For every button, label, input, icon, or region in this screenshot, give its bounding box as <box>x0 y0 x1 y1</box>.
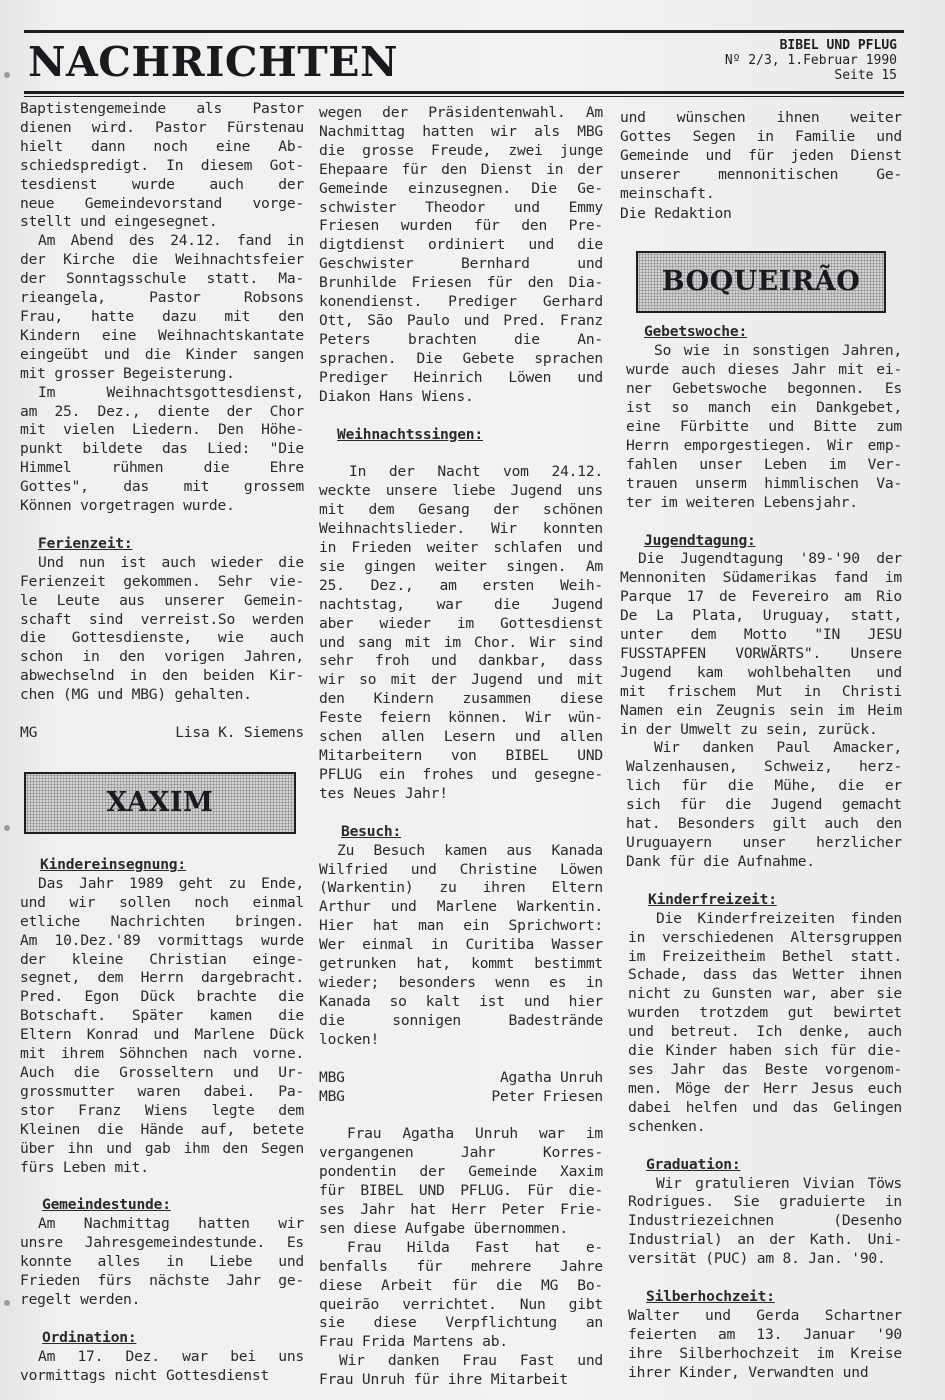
text-line: Frau Frida Martens ab. <box>319 1333 508 1351</box>
paragraph <box>20 384 304 516</box>
paragraph <box>628 910 902 1137</box>
text-line: ihre Silberhochzeit im Kreise <box>628 1344 902 1362</box>
text-line: locken! <box>319 1030 380 1048</box>
text-line: mit frischem Mut in Christi <box>620 682 902 700</box>
text-line: rieangela, Pastor Robsons <box>20 289 304 307</box>
text-line: eine Fürbitte und Bitte zum <box>626 417 902 435</box>
text-line: benfalls für mehrere Jahre <box>319 1257 603 1275</box>
paragraph <box>319 842 603 1050</box>
text-line: nachtstag, war die Jugend <box>319 595 603 613</box>
text-line: diese Arbeit für die MG Bo- <box>319 1276 603 1294</box>
text-line: Peters brachten die An- <box>319 330 603 348</box>
text-line: Am 17. Dez. war bei uns <box>38 1347 304 1365</box>
text-line: Weihnachtslieder. Wir konnten <box>319 520 603 538</box>
paragraph <box>626 342 902 512</box>
text-line: wurde auch dieses Jahr mit ei- <box>626 361 902 379</box>
text-line: Frau Hilda Fast hat e- <box>347 1238 603 1256</box>
text-line: Ehepaare für den Dienst in der <box>319 160 603 178</box>
text-line: Am Nachmittag hatten wir <box>38 1215 304 1233</box>
paragraph <box>20 100 304 232</box>
text-line: sehr froh und dankbar, dass <box>319 652 603 670</box>
text-line: sen diese Aufgabe übernommen. <box>319 1219 568 1237</box>
text-line: ner Gebetswoche begonnen. Es <box>626 380 902 398</box>
text-line: Himmel rühmen die Ehre <box>20 459 304 477</box>
text-line: Am Abend des 24.12. fand in <box>38 232 304 250</box>
text-line: mit vielen Liedern. Den Höhe- <box>20 421 304 439</box>
text-line: Wir danken Frau Fast und <box>339 1352 603 1370</box>
text-line: aber wieder im Gottesdienst <box>319 614 603 632</box>
text-line: Pred. Egon Dück brachte die <box>20 988 304 1006</box>
text-line: abwechselnd in den beiden Kir- <box>20 667 304 685</box>
heading-silberhochzeit: Silberhochzeit: <box>646 1288 775 1306</box>
heading-weihnachtssingen: Weihnachtssingen: <box>337 425 483 443</box>
text-line: Gemeinde einzusegnen. Die Ge- <box>319 179 603 197</box>
text-line: Friesen wurden für den Pre- <box>319 217 603 235</box>
text-line: Feste feiern können. Wir wün- <box>319 709 603 727</box>
text-line: sie gingen weiter singen. Am <box>319 557 603 575</box>
signature-author: Agatha Unruh <box>499 1068 603 1086</box>
signature-line <box>319 1088 603 1107</box>
text-line: dabei helfen und das Gelingen <box>628 1098 902 1116</box>
text-line: ses Jahr hat Herr Peter Frie- <box>319 1201 603 1219</box>
section-box-xaxim <box>24 772 296 834</box>
text-line: Auch die Grosseltern und Ur- <box>20 1063 304 1081</box>
text-line: weckte unsere liebe Jugend uns <box>319 482 603 500</box>
heading-ferienzeit: Ferienzeit: <box>38 534 133 552</box>
text-line: tesdienst wurde auch der <box>20 175 304 193</box>
text-line: Mitarbeitern von BIBEL UND <box>319 747 603 764</box>
text-line: Kindern eine Weihnachtskantate <box>20 326 304 344</box>
heading-graduation: Graduation: <box>646 1155 741 1173</box>
text-line: im Freizeitheim Bethel statt. <box>628 947 902 965</box>
paragraph <box>20 554 304 705</box>
text-line: schen allen Lesern und allen <box>319 728 603 746</box>
heading-kinderfreizeit: Kinderfreizeit: <box>648 890 777 908</box>
text-line: lich für die Mühe, die er <box>626 777 902 795</box>
text-line: getrunken hat, kommt bestimmt <box>319 955 603 973</box>
text-line: der Kirche die Weihnachtsfeier <box>20 251 304 269</box>
text-line: fürs Leben mit. <box>20 1158 149 1176</box>
text-line: wegen der Präsidentenwahl. Am <box>319 104 603 121</box>
text-line: neue Gemeindevorstand vorge- <box>20 194 304 212</box>
text-line: digtdienst ordiniert und die <box>319 236 603 254</box>
text-line: die sonnigen Badestrände <box>319 1011 603 1029</box>
text-line: segnet, dem Herrn dargebracht. <box>20 969 304 987</box>
text-line: Frieden fürs nächste Jahr ge- <box>20 1272 304 1290</box>
text-line: etliche Nachrichten bringen. <box>20 912 304 930</box>
text-line: Wir gratulieren Vivian Töws <box>656 1174 902 1192</box>
text-line: nicht zu Gunsten war, aber sie <box>628 985 902 1003</box>
text-line: sie diese Verpflichtung an <box>319 1314 603 1332</box>
text-line: und wir sollen noch einmal <box>20 893 304 911</box>
masthead-rule-thin <box>24 96 904 97</box>
text-line: in Frieden weiter schlafen und <box>319 539 603 557</box>
text-line: Wer einmal in Curitiba Wasser <box>319 936 603 954</box>
text-line: ist so manch ein Dankgebet, <box>626 399 902 417</box>
text-line: Jugend kam wohlbehalten und <box>620 663 902 681</box>
page-number: Seite 15 <box>834 68 897 83</box>
text-line: Kleinen die Hände auf, betete <box>20 1120 304 1138</box>
text-line: versität (PUC) am 8. Jan. '90. <box>628 1250 886 1268</box>
text-line: In der Nacht vom 24.12. <box>349 463 603 481</box>
text-line: Herrn emporgestiegen. Wir emp- <box>626 436 902 454</box>
text-line: 25. Dez., am ersten Weih- <box>319 576 603 594</box>
column-1 <box>20 100 304 1386</box>
text-line: Gottes Segen in Familie und <box>620 127 902 145</box>
text-line: pondentin der Gemeinde Xaxim <box>319 1163 603 1181</box>
text-line: in verschiedenen Altersgruppen <box>628 928 902 946</box>
text-line: Diakon Hans Wiens. <box>319 387 474 405</box>
text-line: Können vorgetragen wurde. <box>20 497 235 515</box>
text-line: Namen ein Zeugnis sein im Heim <box>620 701 902 719</box>
paragraph <box>319 1239 603 1352</box>
text-line: Und nun ist auch wieder die <box>38 553 304 571</box>
text-line: Geschwister Bernhard und <box>319 255 603 273</box>
heading-gebetswoche: Gebetswoche: <box>644 323 748 341</box>
text-line: über ihn und gab ihm den Segen <box>20 1139 304 1157</box>
text-line: mit ihrem Söhnchen nach vorne. <box>20 1045 304 1063</box>
text-line: chen (MG und MBG) gehalten. <box>20 686 252 704</box>
text-line: hat. Besonders gilt auch den <box>626 815 902 833</box>
text-line: mit grosser Begeisterung. <box>20 364 235 382</box>
text-line: Parque 17 de Fevereiro am Rio <box>620 588 902 606</box>
text-line: Botschaft. Später kamen die <box>20 1007 304 1025</box>
text-line: die Gottesdienste, wie auch <box>20 629 304 647</box>
text-line: schenken. <box>628 1117 706 1135</box>
text-line: tes Neues Jahr! <box>319 784 448 802</box>
text-line: Baptistengemeinde als Pastor <box>20 100 304 117</box>
section-box-boqueirao <box>636 251 886 313</box>
text-line: Frau Unruh für ihre Mitarbeit <box>319 1371 568 1389</box>
text-line: stellt und eingesegnet. <box>20 213 218 231</box>
punch-hole <box>4 825 10 831</box>
text-line: Im Weihnachtsgottesdienst, <box>38 383 304 401</box>
text-line: Uruguayern unser herzlicher <box>626 834 902 851</box>
text-line: Das Jahr 1989 geht zu Ende, <box>38 874 304 892</box>
text-line: der Sonntagsschule statt. Ma- <box>20 270 304 288</box>
text-line: (Warkentin) zu ihren Eltern <box>319 879 603 897</box>
column-2 <box>319 104 603 1390</box>
paragraph <box>20 232 304 383</box>
paragraph <box>628 1175 902 1270</box>
text-line: vergangenen Jahr Korres- <box>319 1144 603 1162</box>
text-line: sprachen. Die Gebete sprachen <box>319 349 603 367</box>
paragraph <box>620 109 902 204</box>
text-line: Am 10.Dez.'89 vormittags wurde <box>20 931 304 949</box>
text-line: sich für die Jugend gemacht <box>626 796 902 814</box>
text-line: De La Plata, Uruguay, statt, <box>620 607 902 625</box>
text-line: und sang mit im Chor. Wir sind <box>319 633 603 651</box>
paragraph <box>319 463 603 803</box>
text-line: Frau, hatte dazu mit den <box>20 307 304 325</box>
text-line: eingeübt und die Kinder sangen <box>20 345 304 363</box>
text-line: und wünschen ihnen weiter <box>620 109 902 126</box>
text-line: unsre Jahresgemeindestunde. Es <box>20 1234 304 1252</box>
text-line: men. Möge der Herr Jesus euch <box>628 1079 902 1097</box>
text-line: Industrial) an der Kath. Uni- <box>628 1231 902 1249</box>
text-line: le Leute aus unserer Gemein- <box>20 591 304 609</box>
heading-gemeindestunde: Gemeindestunde: <box>42 1196 171 1214</box>
text-line: Schade, dass das Wetter ihnen <box>628 966 902 984</box>
text-line: Mennoniten Südamerikas fand im <box>620 569 902 587</box>
text-line: mit dem Gesang der schönen <box>319 501 603 519</box>
heading-besuch: Besuch: <box>341 822 402 840</box>
text-line: Nachmittag hatten wir als MBG <box>319 122 603 140</box>
text-line: Zu Besuch kamen aus Kanada <box>337 841 603 859</box>
text-line: dienen wird. Pastor Fürstenau <box>20 118 304 136</box>
text-line: Wilfried und Christine Löwen <box>319 860 603 878</box>
text-line: schon in den vorigen Jahren, <box>20 648 304 666</box>
text-line: punkt bildete das Lied: "Die <box>20 440 304 458</box>
masthead-rule-top <box>24 30 904 33</box>
paragraph <box>626 739 902 871</box>
paragraph <box>319 104 603 407</box>
text-line: die grosse Freude, zwei junge <box>319 141 603 159</box>
text-line: unter dem Motto "IN JESU <box>620 626 902 644</box>
text-line: ses Jahr das Beste vorgenom- <box>628 1060 902 1078</box>
signature-author: Peter Friesen <box>491 1087 603 1105</box>
text-line: Ferienzeit gekommen. Sehr vie- <box>20 572 304 590</box>
paragraph <box>628 1307 902 1383</box>
text-line: in der Umwelt zu sein, zurück. <box>620 720 878 738</box>
text-line: Gottes", das mit grossem <box>20 478 304 496</box>
text-line: wurden trotzdem gut bewirtet <box>628 1004 902 1022</box>
paragraph <box>20 1215 304 1310</box>
section-box-title: XAXIM <box>106 786 214 818</box>
text-line: PFLUG ein frohes und gesegne- <box>319 765 603 783</box>
punch-hole <box>4 72 10 78</box>
text-line: hielt dann noch eine Ab- <box>20 137 304 155</box>
text-line: So wie in sonstigen Jahren, <box>654 342 902 360</box>
text-line: Die Jugendtagung '89-'90 der <box>638 550 902 568</box>
text-line: FUSSTAPFEN VORWÄRTS". Unsere <box>620 644 902 662</box>
text-line: und betreut. Ich denke, auch <box>628 1023 902 1041</box>
text-line: die Kinder haben sich für die- <box>628 1042 902 1060</box>
text-line: Dank für die Aufnahme. <box>626 852 815 870</box>
text-line: ter im weiteren Lebensjahr. <box>626 493 858 511</box>
signature-church: MBG <box>319 1087 345 1105</box>
text-line: ihrer Kinder, Verwandten und <box>628 1363 869 1381</box>
signature-author: Lisa K. Siemens <box>175 724 304 742</box>
heading-ordination: Ordination: <box>42 1328 137 1346</box>
publication-name: BIBEL UND PFLUG <box>779 38 897 53</box>
text-line: Gemeinde und für jeden Dienst <box>620 146 902 164</box>
paragraph <box>20 1348 304 1386</box>
text-line: schwister Theodor und Emmy <box>319 198 603 216</box>
text-line: Rodrigues. Sie graduierte in <box>628 1193 902 1211</box>
text-line: Hier hat man ein Sprichwort: <box>319 917 603 935</box>
column-3 <box>620 109 902 1383</box>
text-line: wir so mit der Jugend und mit <box>319 671 603 689</box>
text-line: wieder; besonders wenn es in <box>319 973 603 991</box>
text-line: schiedspredigt. In diesem Got- <box>20 156 304 174</box>
heading-kindereinsegnung: Kindereinsegnung: <box>40 856 186 873</box>
text-line: Wir danken Paul Amacker, <box>654 739 902 757</box>
text-line: Industriezeichnen (Desenho <box>628 1212 902 1230</box>
text-line: unserer mennonitischen Ge- <box>620 165 902 183</box>
masthead-info <box>725 38 897 83</box>
text-line: konendienst. Prediger Gerhard <box>319 293 603 311</box>
paragraph <box>620 550 902 739</box>
text-line: trauen unserm himmlischen Va- <box>626 474 902 492</box>
text-line: meinschaft. <box>620 184 715 202</box>
text-line: am 25. Dez., diente der Chor <box>20 402 304 420</box>
text-line: grossmutter waren dabei. Pa- <box>20 1082 304 1100</box>
heading-jugendtagung: Jugendtagung: <box>644 531 756 549</box>
text-line: Brunhilde Friesen für den Dia- <box>319 274 603 292</box>
text-line: Ott, São Paulo und Pred. Franz <box>319 311 603 329</box>
text-line: feierten am 13. Januar '90 <box>628 1325 902 1343</box>
text-line: Eltern Konrad und Marlene Dück <box>20 1026 304 1044</box>
text-line: Frau Agatha Unruh war im <box>347 1125 603 1143</box>
section-box-title: BOQUEIRÃO <box>661 265 861 297</box>
paragraph <box>319 1352 603 1390</box>
text-line: schaft sind verreist.So werden <box>20 610 304 628</box>
editor-signature: Die Redaktion <box>620 204 732 222</box>
text-line: stor Franz Wiens legte dem <box>20 1101 304 1119</box>
issue-number: Nº 2/3, 1.Februar 1990 <box>724 53 897 68</box>
masthead-rule-bottom <box>24 91 904 94</box>
text-line: für BIBEL UND PFLUG. Für die- <box>319 1182 603 1200</box>
text-line: Walzenhausen, Schweiz, herz- <box>626 758 902 776</box>
signature-line <box>319 1069 603 1088</box>
text-line: Walter und Gerda Schartner <box>628 1306 902 1324</box>
section-title: NACHRICHTEN <box>28 38 399 86</box>
text-line: konnte alles in Liebe und <box>20 1253 304 1271</box>
text-line: queirão verrichtet. Nun gibt <box>319 1295 603 1313</box>
text-line: Die Kinderfreizeiten finden <box>656 909 902 927</box>
text-line: regelt werden. <box>20 1290 141 1308</box>
text-line: den Kindern zusammen diese <box>319 690 603 708</box>
text-line: Kanada so kalt ist und hier <box>319 992 603 1010</box>
signature-church: MG <box>20 724 38 742</box>
signature-church: MBG <box>319 1068 345 1086</box>
text-line: Arthur und Marlene Warkentin. <box>319 898 603 916</box>
text-line: Prediger Heinrich Löwen und <box>319 368 603 386</box>
paragraph <box>20 875 304 1178</box>
signature-line <box>20 724 304 743</box>
text-line: fahlen unser Leben im Ver- <box>626 455 902 473</box>
punch-hole <box>4 1300 10 1306</box>
text-line: der kleine Christian einge- <box>20 950 304 968</box>
text-line: vormittags nicht Gottesdienst <box>20 1366 269 1384</box>
paragraph <box>319 1125 603 1238</box>
